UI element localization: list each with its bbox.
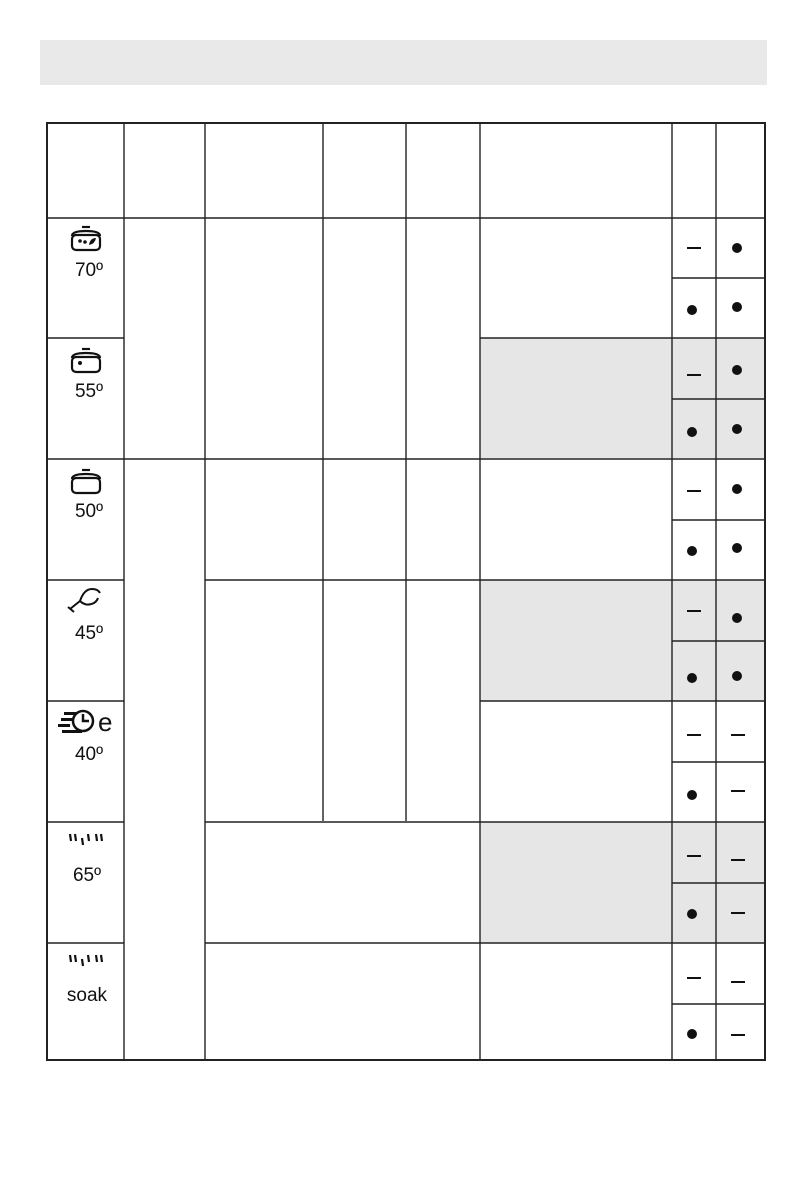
option-dash — [731, 912, 745, 914]
option-dot — [687, 790, 697, 800]
program-temp-2: 55º — [74, 381, 104, 402]
option-dash — [731, 734, 745, 736]
option-dot — [732, 613, 742, 623]
pot-normal-icon — [68, 346, 104, 376]
option-dot — [732, 365, 742, 375]
rinse-drops-icon — [66, 830, 108, 854]
header-band — [40, 40, 767, 85]
option-dot — [687, 673, 697, 683]
shade-row-2 — [480, 338, 766, 458]
option-dash — [731, 859, 745, 861]
option-dash — [687, 977, 701, 979]
program-temp-1: 70º — [74, 260, 104, 281]
pot-eco-icon — [68, 467, 104, 497]
program-temp-6: 65º — [72, 865, 102, 886]
option-dash — [731, 790, 745, 792]
program-table — [46, 122, 766, 1062]
option-dot — [732, 484, 742, 494]
option-dot — [687, 427, 697, 437]
program-temp-7: soak — [66, 985, 108, 1006]
option-dot — [732, 424, 742, 434]
option-dot — [732, 671, 742, 681]
option-dot — [732, 243, 742, 253]
table-grid — [46, 122, 766, 1062]
option-dash — [687, 247, 701, 249]
option-dash — [687, 610, 701, 612]
option-dash — [731, 1034, 745, 1036]
program-temp-5: 40º — [74, 744, 104, 765]
program-temp-3: 50º — [74, 501, 104, 522]
option-dot — [687, 909, 697, 919]
svg-text:e: e — [98, 708, 113, 737]
program-temp-4: 45º — [74, 623, 104, 644]
option-dash — [731, 981, 745, 983]
option-dash — [687, 734, 701, 736]
quick-eco-clock-icon — [56, 708, 118, 740]
option-dot — [732, 302, 742, 312]
glass-icon — [66, 585, 108, 615]
option-dot — [732, 543, 742, 553]
option-dash — [687, 374, 701, 376]
option-dot — [687, 1029, 697, 1039]
option-dot — [687, 546, 697, 556]
pot-intensive-icon — [68, 224, 104, 254]
option-dash — [687, 490, 701, 492]
rinse-drops-icon — [66, 951, 108, 975]
option-dot — [687, 305, 697, 315]
option-dash — [687, 855, 701, 857]
